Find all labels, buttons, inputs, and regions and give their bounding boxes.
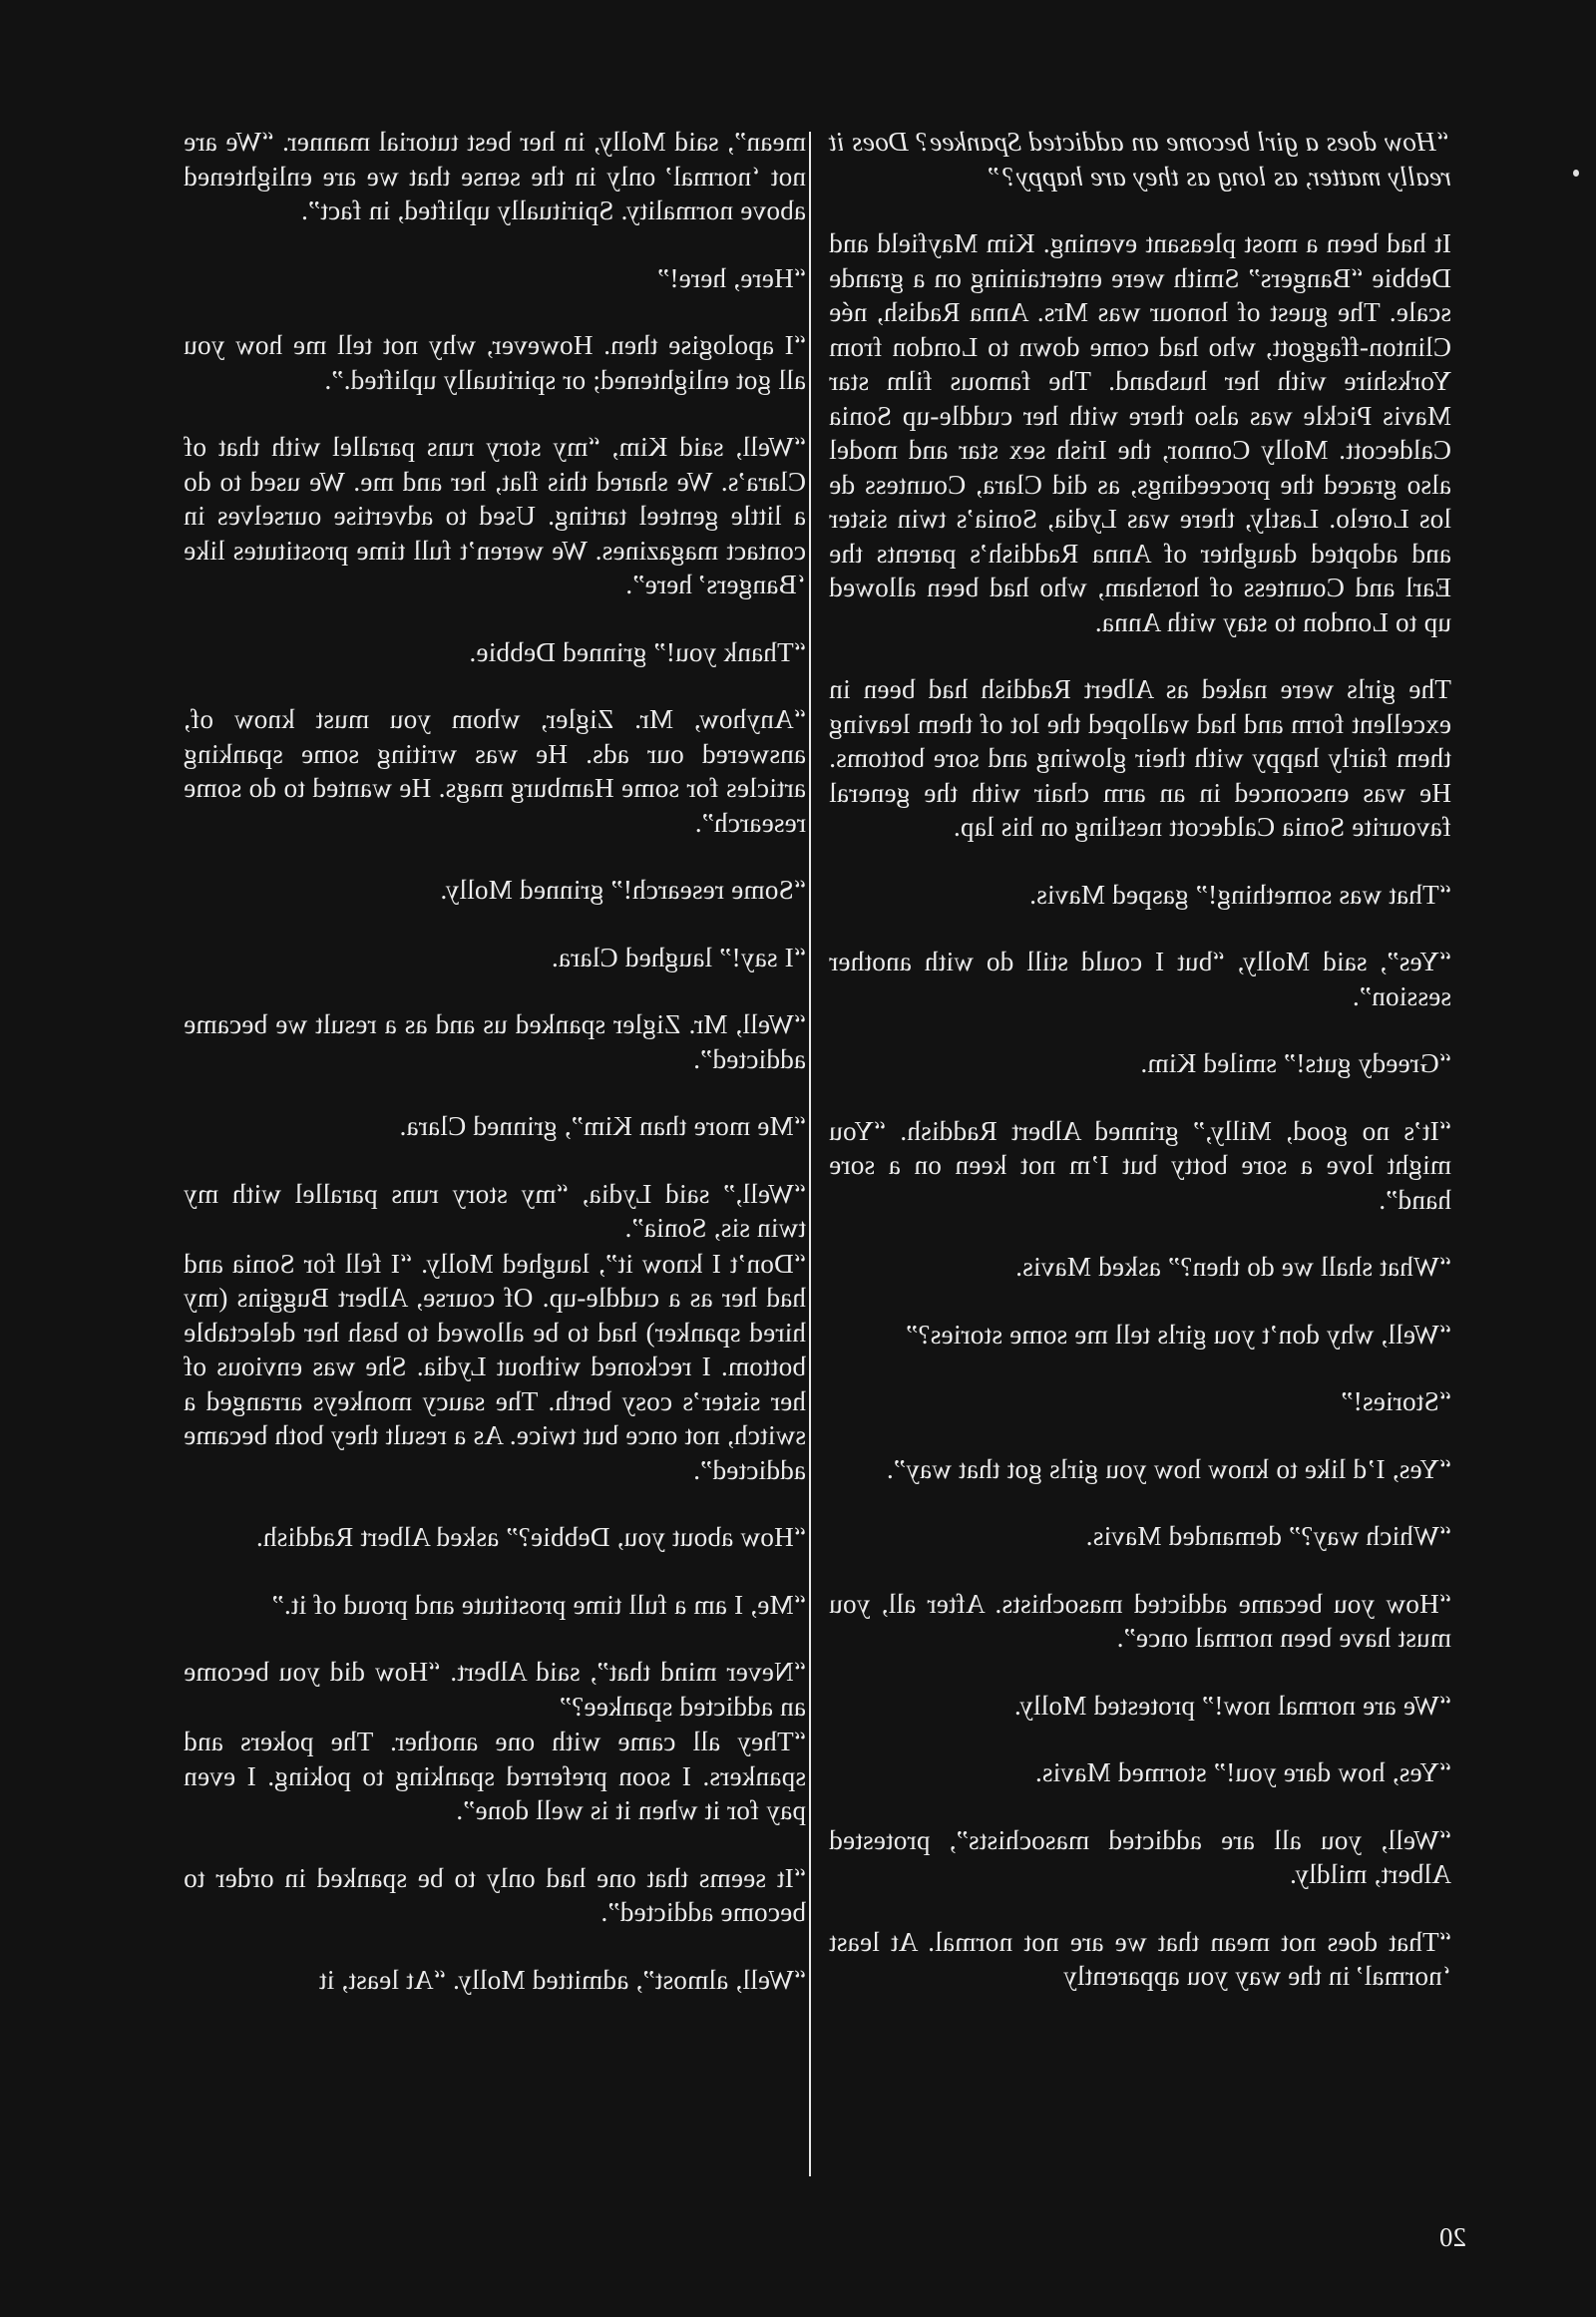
text-column-right bbox=[184, 125, 806, 1997]
column-divider bbox=[809, 132, 811, 2176]
paragraph: “It’s no good, Milly,” grinned Albert Raddish. “You might love a sore botty but I’m not keen on a sore hand”. bbox=[829, 1115, 1451, 1215]
paragraph: “Me more than Kim”, grinned Clara. bbox=[399, 1111, 806, 1141]
paragraph: “It seems that one had only to be spanked in order to become addicted”. bbox=[184, 1862, 806, 1927]
paragraph: “That does not mean that we are not normal. At least ‘normal’ in the way you apparently bbox=[829, 1926, 1451, 1991]
paragraph: “That was something!” gasped Mavis. bbox=[1028, 879, 1451, 910]
paragraph: “Don’t I know it”, laughed Molly. “I fell for Sonia and had her as a cuddle-up. Of course, Albert Buggins (my hired spanker) had to be allowed to bash her delectable bottom. I reckoned without Lydia. She was envious of her sister’s cosy berth. The saucy monkeys arranged a switch, not once but twice. As a result they both became addicted”. bbox=[184, 1248, 806, 1485]
paragraph: “Well, almost”, admitted Molly. “At least, it bbox=[318, 1964, 806, 1995]
paragraph: “Greedy guts!” smiled Kim. bbox=[1140, 1048, 1451, 1078]
paragraph: “Yes, how dare you!” stormed Mavis. bbox=[1034, 1757, 1451, 1787]
paragraph: “Never mind that”, said Albert. “How did you become an addicted spankee?” bbox=[184, 1657, 806, 1722]
page-number: 20 bbox=[1439, 2222, 1466, 2252]
paragraph: “Which way?” demanded Mavis. bbox=[1085, 1521, 1451, 1551]
paragraph: “Here, here!” bbox=[657, 262, 806, 293]
text-column-left bbox=[829, 125, 1451, 2027]
paragraph: “How about you, Debbie?” asked Albert Raddish. bbox=[255, 1522, 806, 1552]
paragraph: “I apologise then. However, why not tell me how you all got enlightened; or spiritually uplifted.”. bbox=[184, 330, 806, 395]
paragraph: “What shall we do then?” asked Mavis. bbox=[1015, 1252, 1451, 1282]
paragraph: “Well,” said Lydia, “my story runs parallel with my twin sis, Sonia”. bbox=[184, 1178, 806, 1243]
paragraph: mean”, said Molly, in her best tutorial manner. “We are not ‘normal’ only in the sense that we are enlightened above normality. Spiritually uplifted, in fact”. bbox=[184, 127, 806, 225]
paragraph: “How you became addicted masochists. After all, you must have been normal once”. bbox=[829, 1588, 1451, 1653]
paragraph: “Thank you!” grinned Debbie. bbox=[469, 636, 806, 667]
paragraph: The girls were naked as Albert Raddish had been in excellent form and had walloped the lot of them leaving them fairly happy with their glowing and sore bottoms. He was ensconced in an arm chair with the general favourite Sonia Caldecott nestling on his lap. bbox=[829, 674, 1451, 842]
paragraph: “Well, why don’t you girls tell me some stories?” bbox=[906, 1319, 1451, 1350]
paragraph: “Me, I am a full time prostitute and proud of it.” bbox=[271, 1589, 806, 1620]
paragraph: “They all came with one another. The pokers and spankers. I soon preferred spanking to poking. I even pay for it when it is well done”. bbox=[184, 1727, 806, 1825]
paragraph: “How does a girl become an addicted Spankee? Does it really matter, as long as they are happy?” bbox=[829, 127, 1451, 192]
paragraph: “Stories!” bbox=[1341, 1386, 1451, 1416]
paragraph: “Yes, I’d like to know how you girls got that way”. bbox=[886, 1453, 1451, 1484]
paragraph: “Yes”, said Molly, “but I could still do with another session”. bbox=[829, 947, 1451, 1011]
paragraph: It had been a most pleasant evening. Kim Mayfield and Debbie “Bangers” Smith were entertaining on a grande scale. The guest of honour was Mrs. Anna Radish, née Clinton-ffaggott, who had come down to London from Yorkshire with her husband. The famous film star Mavis Pickle was also there with her cuddle-up Sonia Caldecott. Molly Connor, the Irish sex star and model also graced the proceedings, as did Clara, Countess de los Lorelo. Lastly, there was Lydia, Sonia’s twin sister and adopted daughter of Anna Raddish’s parents the Earl and Countess of horsham, who had been allowed up to London to stay with Anna. bbox=[829, 228, 1451, 637]
scan-speck bbox=[1573, 170, 1579, 177]
paragraph: “Some research!” grinned Molly. bbox=[440, 875, 806, 905]
paragraph: “Well, you all are addicted masochists”, protested Albert, mildly. bbox=[829, 1824, 1451, 1889]
paragraph: “Well, Mr. Zigler spanked us and as a result we became addicted”. bbox=[184, 1009, 806, 1074]
paragraph: “Well, said Kim, “my story runs parallel with that of Clara’s. We shared this flat, her and me. We used to do a little genteel tarting. Used to advertise ourselves in contact magazines. We weren’t full time prostitutes like ‘Bangers’ here”. bbox=[184, 432, 806, 599]
paragraph: “We are normal now!” protested Molly. bbox=[1013, 1690, 1451, 1721]
paragraph: “Anyhow, Mr. Zigler, whom you must know of, answered our ads. He was writing some spanking articles for some Hamburg mags. He wanted to do some research”. bbox=[184, 704, 806, 838]
paragraph: “I say!” laughed Clara. bbox=[551, 942, 806, 972]
